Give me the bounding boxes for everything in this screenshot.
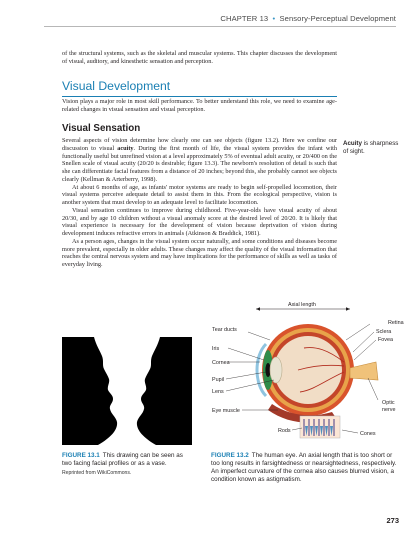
label-rods: Rods bbox=[278, 428, 291, 434]
figure-13-2-caption bbox=[211, 452, 401, 484]
section-title: Visual Development bbox=[62, 79, 171, 93]
lens-shape bbox=[270, 357, 282, 383]
figure-13-2-label: FIGURE 13.2 bbox=[211, 452, 249, 459]
label-tear-ducts: Tear ducts bbox=[212, 327, 237, 333]
body-paragraph-4: As a person ages, changes in the visual system occur naturally, and some conditions and diseases become more prevalent, especially in older adults. These changes may affect the quality of the visual information that reaches the central nervous system and may have implications for the performance of skills as well as tasks of everyday living. bbox=[62, 237, 337, 268]
figure-13-1-credit: Reprinted from WikiCommons. bbox=[62, 469, 132, 476]
label-optic: Optic bbox=[382, 400, 395, 406]
subsection-body bbox=[62, 137, 337, 269]
section-rule bbox=[62, 96, 337, 97]
label-nerve: nerve bbox=[382, 407, 396, 413]
page-number: 273 bbox=[386, 516, 399, 525]
label-iris: Iris bbox=[212, 346, 220, 352]
human-eye-diagram bbox=[208, 300, 404, 448]
figure-13-1-label: FIGURE 13.1 bbox=[62, 452, 100, 459]
label-cones: Cones bbox=[360, 431, 376, 437]
label-lens: Lens bbox=[212, 389, 224, 395]
rods-group bbox=[304, 419, 334, 436]
margin-definition bbox=[343, 140, 399, 155]
body-paragraph-1 bbox=[62, 137, 337, 184]
chapter-title: Sensory-Perceptual Development bbox=[279, 14, 396, 23]
p1-before: Several aspects of vision determine how clearly one can see objects (figure 13.2). Here we confine our discussion to visual bbox=[62, 137, 337, 152]
arrow-head-right bbox=[346, 307, 350, 311]
acuity-term: acuity bbox=[117, 144, 134, 152]
figure-13-2-text: The human eye. An axial length that is too short or too long results in farsightedness or nearsightedness, respectively. An imperfect curvature of the cornea also causes blurred vision, a condition known as astigmatism. bbox=[211, 452, 397, 483]
body-paragraph-2: At about 6 months of age, as infants' motor systems are ready to begin self-propelled locomotion, their visual systems perceive adequate detail to assist them in this. From the ecological perspective, vision is another system that must develop to an adequate level to facilitate locomotion. bbox=[62, 183, 337, 206]
header-rule bbox=[44, 26, 396, 27]
vase-faces-illusion bbox=[62, 337, 192, 445]
subsection-title: Visual Sensation bbox=[62, 123, 141, 134]
arrow-head-left bbox=[256, 307, 260, 311]
margin-definition-text: is sharpness of sight. bbox=[343, 140, 399, 155]
chapter-number: CHAPTER 13 bbox=[220, 14, 269, 23]
figure-13-1-caption bbox=[62, 452, 194, 478]
intro-paragraph: of the structural systems, such as the skeletal and muscular systems. This chapter discusses the development of visual, auditory, and kinesthetic sensation and perception. bbox=[62, 50, 337, 65]
label-cornea: Cornea bbox=[212, 360, 230, 366]
label-pupil: Pupil bbox=[212, 377, 224, 383]
label-axial-length: Axial length bbox=[288, 302, 316, 308]
header-separator: • bbox=[272, 14, 276, 23]
body-paragraph-3: Visual sensation continues to improve during childhood. Five-year-olds have visual acuity of about 20/30, and by age 10 children without a visual anomaly score at the desired level of 20/20. It is likely that visual experience is necessary for the development of vision because deprivation of vision during development induces refractive errors in animals (Atkinson & Braddick, 1981). bbox=[62, 206, 337, 237]
running-header bbox=[220, 14, 396, 23]
margin-term: Acuity bbox=[343, 140, 362, 147]
figure-13-1-text: This drawing can be seen as two facing facial profiles or as a vase. bbox=[62, 452, 183, 467]
vitreous-body bbox=[274, 336, 342, 404]
label-sclera: Sclera bbox=[376, 329, 392, 335]
optic-nerve-shape bbox=[350, 362, 378, 380]
label-retina: Retina bbox=[388, 320, 404, 326]
section-intro-paragraph: Vision plays a major role in most skill performance. To better understand this role, we need to examine age-related changes in visual sensation and visual perception. bbox=[62, 98, 337, 113]
label-eye-muscle: Eye muscle bbox=[212, 408, 240, 414]
p1-after: . During the first month of life, the visual system provides the infant with functionally useful but unrefined vision at a level approximately 5% of eventual adult acuity, or 20/400 on the Snellen scale of visual acuity (20/20 is desirable; figure 13.3). The newborn's resolution of detail is such that she can differentiate facial features from a distance of 20 inches; beyond this, she probably cannot see objects clearly (Kellman & Arterberry, 1998). bbox=[62, 144, 337, 183]
label-fovea: Fovea bbox=[378, 337, 393, 343]
